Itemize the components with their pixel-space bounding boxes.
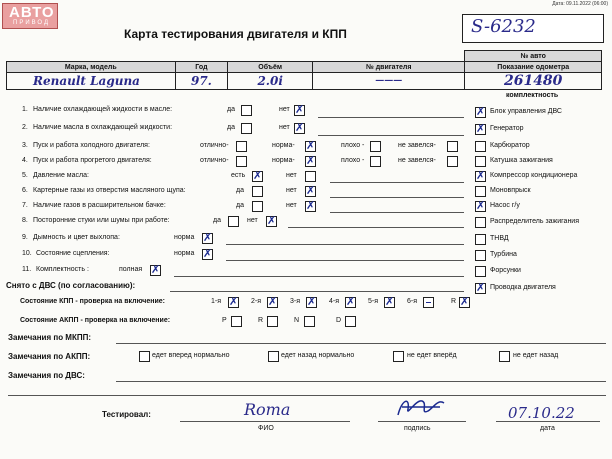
col-brand: Марка, модель xyxy=(7,62,176,73)
q2-no-checkbox[interactable] xyxy=(294,123,305,134)
q7-opt-no: нет xyxy=(286,202,297,209)
year-value: 97. xyxy=(175,73,228,90)
q4-num: 4. xyxy=(22,157,28,164)
q1-num: 1. xyxy=(22,106,28,113)
comp-distributor-label: Распределитель зажигания xyxy=(490,218,580,225)
comp-ps-pump-label: Насос г/у xyxy=(490,202,520,209)
akpp-gear-r-checkbox[interactable] xyxy=(267,316,278,327)
q4-opt-normal: норма- xyxy=(272,157,295,164)
q5-opt-yes: есть xyxy=(231,172,246,179)
logo-main: АВТО xyxy=(9,4,55,21)
q11-text: Комплектность : xyxy=(36,266,89,273)
q4-text: Пуск и работа прогретого двигателя: xyxy=(33,157,152,164)
q2-num: 2. xyxy=(22,124,28,131)
logo-avtoprivod xyxy=(2,3,58,29)
removed-label: Снято с ДВС (по согласованию): xyxy=(6,281,136,290)
kpp-gear-5-checkbox[interactable] xyxy=(384,297,395,308)
akpp-backward-ok-checkbox[interactable] xyxy=(268,351,279,362)
q9-opt-normal: норма xyxy=(174,234,195,241)
odometer-value: 261480 xyxy=(465,73,602,90)
q8-text: Посторонние стуки или шумы при работе: xyxy=(33,217,170,224)
q8-opt-yes: да xyxy=(213,217,221,224)
q4-opt-nostart: не завелся- xyxy=(398,157,436,164)
q5-num: 5. xyxy=(22,172,28,179)
col-odometer: Показание одометра xyxy=(465,62,602,73)
q1-note-line xyxy=(318,117,464,118)
q6-opt-no: нет xyxy=(286,187,297,194)
signature-mark xyxy=(392,393,450,421)
logo-sub: ПРИВОД xyxy=(13,20,51,26)
q1-no-checkbox[interactable] xyxy=(294,105,305,116)
comp-ac-compressor-label: Компрессор кондиционера xyxy=(490,172,578,179)
date-label: дата xyxy=(540,425,555,432)
q3-excellent-checkbox[interactable] xyxy=(236,141,247,152)
tested-by-label: Тестировал: xyxy=(102,410,151,419)
signature-line xyxy=(378,421,466,422)
q6-num: 6. xyxy=(22,187,28,194)
q8-yes-checkbox[interactable] xyxy=(228,216,239,227)
comp-generator-checkbox[interactable] xyxy=(475,124,486,135)
kpp-gear-4-checkbox[interactable] xyxy=(345,297,356,308)
q4-excellent-checkbox[interactable] xyxy=(236,156,247,167)
q3-opt-excellent: отлично- xyxy=(200,142,229,149)
kpp-gear-6-label: 6-я xyxy=(407,298,418,305)
auto-number-label: № авто xyxy=(465,51,602,62)
q2-note-line xyxy=(318,135,464,136)
q9-normal-checkbox[interactable] xyxy=(202,233,213,244)
kpp-gear-3-checkbox[interactable] xyxy=(306,297,317,308)
auto-number-box xyxy=(462,14,604,43)
kpp-gear-1-checkbox[interactable] xyxy=(228,297,239,308)
akpp-no-forward-checkbox[interactable] xyxy=(393,351,404,362)
auto-number-value: S-6232 xyxy=(471,16,536,37)
q10-num: 10. xyxy=(22,250,32,257)
q10-normal-checkbox[interactable] xyxy=(202,249,213,260)
fio-label: ФИО xyxy=(258,425,274,432)
test-date: 07.10.22 xyxy=(508,404,575,422)
akpp-gear-n-checkbox[interactable] xyxy=(304,316,315,327)
q6-no-checkbox[interactable] xyxy=(305,186,316,197)
volume-value: 2.0i xyxy=(228,73,313,90)
signature-label: подпись xyxy=(404,425,431,432)
comp-turbo-checkbox[interactable] xyxy=(475,250,486,261)
akpp-gear-n-label: N xyxy=(294,317,300,324)
akpp-gear-p-label: P xyxy=(222,317,227,324)
comp-turbo-label: Турбина xyxy=(490,251,517,258)
tester-name: Roma xyxy=(244,400,291,419)
akpp-forward-ok-label: едет вперед нормально xyxy=(152,352,230,359)
q10-text: Состояние сцепления: xyxy=(36,250,110,257)
q1-text: Наличие охлаждающей жидкости в масле: xyxy=(33,106,173,113)
q8-opt-no: нет xyxy=(247,217,258,224)
akpp-no-backward-label: не едет назад xyxy=(513,352,559,359)
q7-text: Наличие газов в расширительном бачке: xyxy=(33,202,166,209)
comp-carburetor-checkbox[interactable] xyxy=(475,141,486,152)
q4-normal-checkbox[interactable] xyxy=(305,156,316,167)
kpp-gear-r-label: R xyxy=(451,298,457,305)
vehicle-table xyxy=(6,50,602,90)
q11-full-checkbox[interactable] xyxy=(150,265,161,276)
comp-ecu-checkbox[interactable] xyxy=(475,107,486,118)
kpp-gear-6-dash xyxy=(426,302,431,303)
q1-opt-no: нет xyxy=(279,106,290,113)
remarks-dvs-line-1 xyxy=(116,381,606,382)
q4-opt-excellent: отлично- xyxy=(200,157,229,164)
q8-note-line xyxy=(288,227,464,228)
comp-injectors-checkbox[interactable] xyxy=(475,266,486,277)
remarks-akpp-label: Замечания по АКПП: xyxy=(8,352,91,361)
date-line xyxy=(496,421,600,422)
q5-opt-no: нет xyxy=(286,172,297,179)
akpp-forward-ok-checkbox[interactable] xyxy=(139,351,150,362)
comp-monoinjection-label: Моновпрыск xyxy=(490,187,531,194)
q11-opt-full: полная xyxy=(119,266,143,273)
akpp-gear-d-checkbox[interactable] xyxy=(345,316,356,327)
q8-no-checkbox[interactable] xyxy=(266,216,277,227)
q7-yes-checkbox[interactable] xyxy=(252,201,263,212)
date-stamp: Дата: 09.11.2022 (06:00) xyxy=(552,1,608,7)
q3-opt-bad: плохо - xyxy=(341,142,365,149)
remarks-mkpp-line xyxy=(116,343,606,344)
col-volume: Объём xyxy=(228,62,313,73)
akpp-no-backward-checkbox[interactable] xyxy=(499,351,510,362)
q3-nostart-checkbox[interactable] xyxy=(447,141,458,152)
q3-text: Пуск и работа холодного двигателя: xyxy=(33,142,150,149)
comp-generator-label: Генератор xyxy=(490,125,524,132)
kpp-gear-3-label: 3-я xyxy=(290,298,301,305)
remarks-dvs-label: Замечания по ДВС: xyxy=(8,371,85,380)
kpp-gear-6-checkbox[interactable] xyxy=(423,297,434,308)
q7-no-checkbox[interactable] xyxy=(305,201,316,212)
q7-num: 7. xyxy=(22,202,28,209)
q3-normal-checkbox[interactable] xyxy=(305,141,316,152)
remarks-dvs-line-2 xyxy=(8,395,606,396)
q6-text: Картерные газы из отверстия масляного щупа: xyxy=(33,187,186,194)
akpp-backward-ok-label: едет назад нормально xyxy=(281,352,355,359)
q3-opt-normal: норма- xyxy=(272,142,295,149)
q5-yes-checkbox[interactable] xyxy=(252,171,263,182)
q1-yes-checkbox[interactable] xyxy=(241,105,252,116)
q10-opt-normal: норма xyxy=(174,250,195,257)
comp-ac-compressor-checkbox[interactable] xyxy=(475,171,486,182)
brand-value: Renault Laguna xyxy=(7,73,176,90)
q3-num: 3. xyxy=(22,142,28,149)
comp-tnvd-checkbox[interactable] xyxy=(475,234,486,245)
col-year: Год xyxy=(175,62,228,73)
kpp-gear-5-label: 5-я xyxy=(368,298,379,305)
q8-num: 8. xyxy=(22,217,28,224)
q2-yes-checkbox[interactable] xyxy=(241,123,252,134)
q11-note-line xyxy=(174,276,464,277)
kpp-gear-2-label: 2-я xyxy=(251,298,262,305)
comp-monoinjection-checkbox[interactable] xyxy=(475,186,486,197)
q11-num: 11. xyxy=(22,266,32,273)
q2-opt-yes: да xyxy=(227,124,235,131)
kpp-gear-2-checkbox[interactable] xyxy=(267,297,278,308)
comp-ignition-coil-label: Катушка зажигания xyxy=(490,157,553,164)
q6-yes-checkbox[interactable] xyxy=(252,186,263,197)
q4-opt-bad: плохо - xyxy=(341,157,365,164)
akpp-gear-r-label: R xyxy=(258,317,264,324)
akpp-label: Состояние АКПП - проверка на включение: xyxy=(20,317,171,324)
q4-nostart-checkbox[interactable] xyxy=(447,156,458,167)
q2-text: Наличие масла в охлаждающей жидкости: xyxy=(33,124,173,131)
removed-note-line xyxy=(170,291,464,292)
q4-bad-checkbox[interactable] xyxy=(370,156,381,167)
akpp-gear-p-checkbox[interactable] xyxy=(231,316,242,327)
q2-opt-no: нет xyxy=(279,124,290,131)
comp-wiring-label: Проводка двигателя xyxy=(490,284,556,291)
tester-name-line xyxy=(180,421,350,422)
q9-text: Дымность и цвет выхлопа: xyxy=(33,234,120,241)
comp-ps-pump-checkbox[interactable] xyxy=(475,201,486,212)
comp-distributor-checkbox[interactable] xyxy=(475,217,486,228)
comp-carburetor-label: Карбюратор xyxy=(490,142,530,149)
akpp-no-forward-label: не едет вперёд xyxy=(407,352,457,359)
kpp-gear-4-label: 4-я xyxy=(329,298,340,305)
q5-note-line xyxy=(330,182,464,183)
comp-ignition-coil-checkbox[interactable] xyxy=(475,156,486,167)
komplektnost-label: комплектность xyxy=(506,92,559,99)
kpp-gear-r-checkbox[interactable] xyxy=(459,297,470,308)
q5-no-checkbox[interactable] xyxy=(305,171,316,182)
comp-wiring-checkbox[interactable] xyxy=(475,283,486,294)
col-engine-number: № двигателя xyxy=(313,62,465,73)
akpp-gear-d-label: D xyxy=(336,317,342,324)
kpp-gear-1-label: 1-я xyxy=(211,298,222,305)
comp-tnvd-label: ТНВД xyxy=(490,235,509,242)
q6-note-line xyxy=(330,197,464,198)
q7-opt-yes: да xyxy=(236,202,244,209)
q3-opt-nostart: не завелся- xyxy=(398,142,436,149)
form-title: Карта тестирования двигателя и КПП xyxy=(124,27,347,41)
q9-note-line xyxy=(226,244,464,245)
q7-note-line xyxy=(330,212,464,213)
comp-ecu-label: Блок управления ДВС xyxy=(490,108,562,115)
q1-opt-yes: да xyxy=(227,106,235,113)
q3-bad-checkbox[interactable] xyxy=(370,141,381,152)
comp-injectors-label: Форсунки xyxy=(490,267,521,274)
engine-number-value: ——— xyxy=(313,73,465,90)
remarks-mkpp-label: Замечания по МКПП: xyxy=(8,333,92,342)
kpp-label: Состояние КПП - проверка на включение: xyxy=(20,298,165,305)
q10-note-line xyxy=(226,260,464,261)
q9-num: 9. xyxy=(22,234,28,241)
q5-text: Давление масла: xyxy=(33,172,89,179)
q6-opt-yes: да xyxy=(236,187,244,194)
